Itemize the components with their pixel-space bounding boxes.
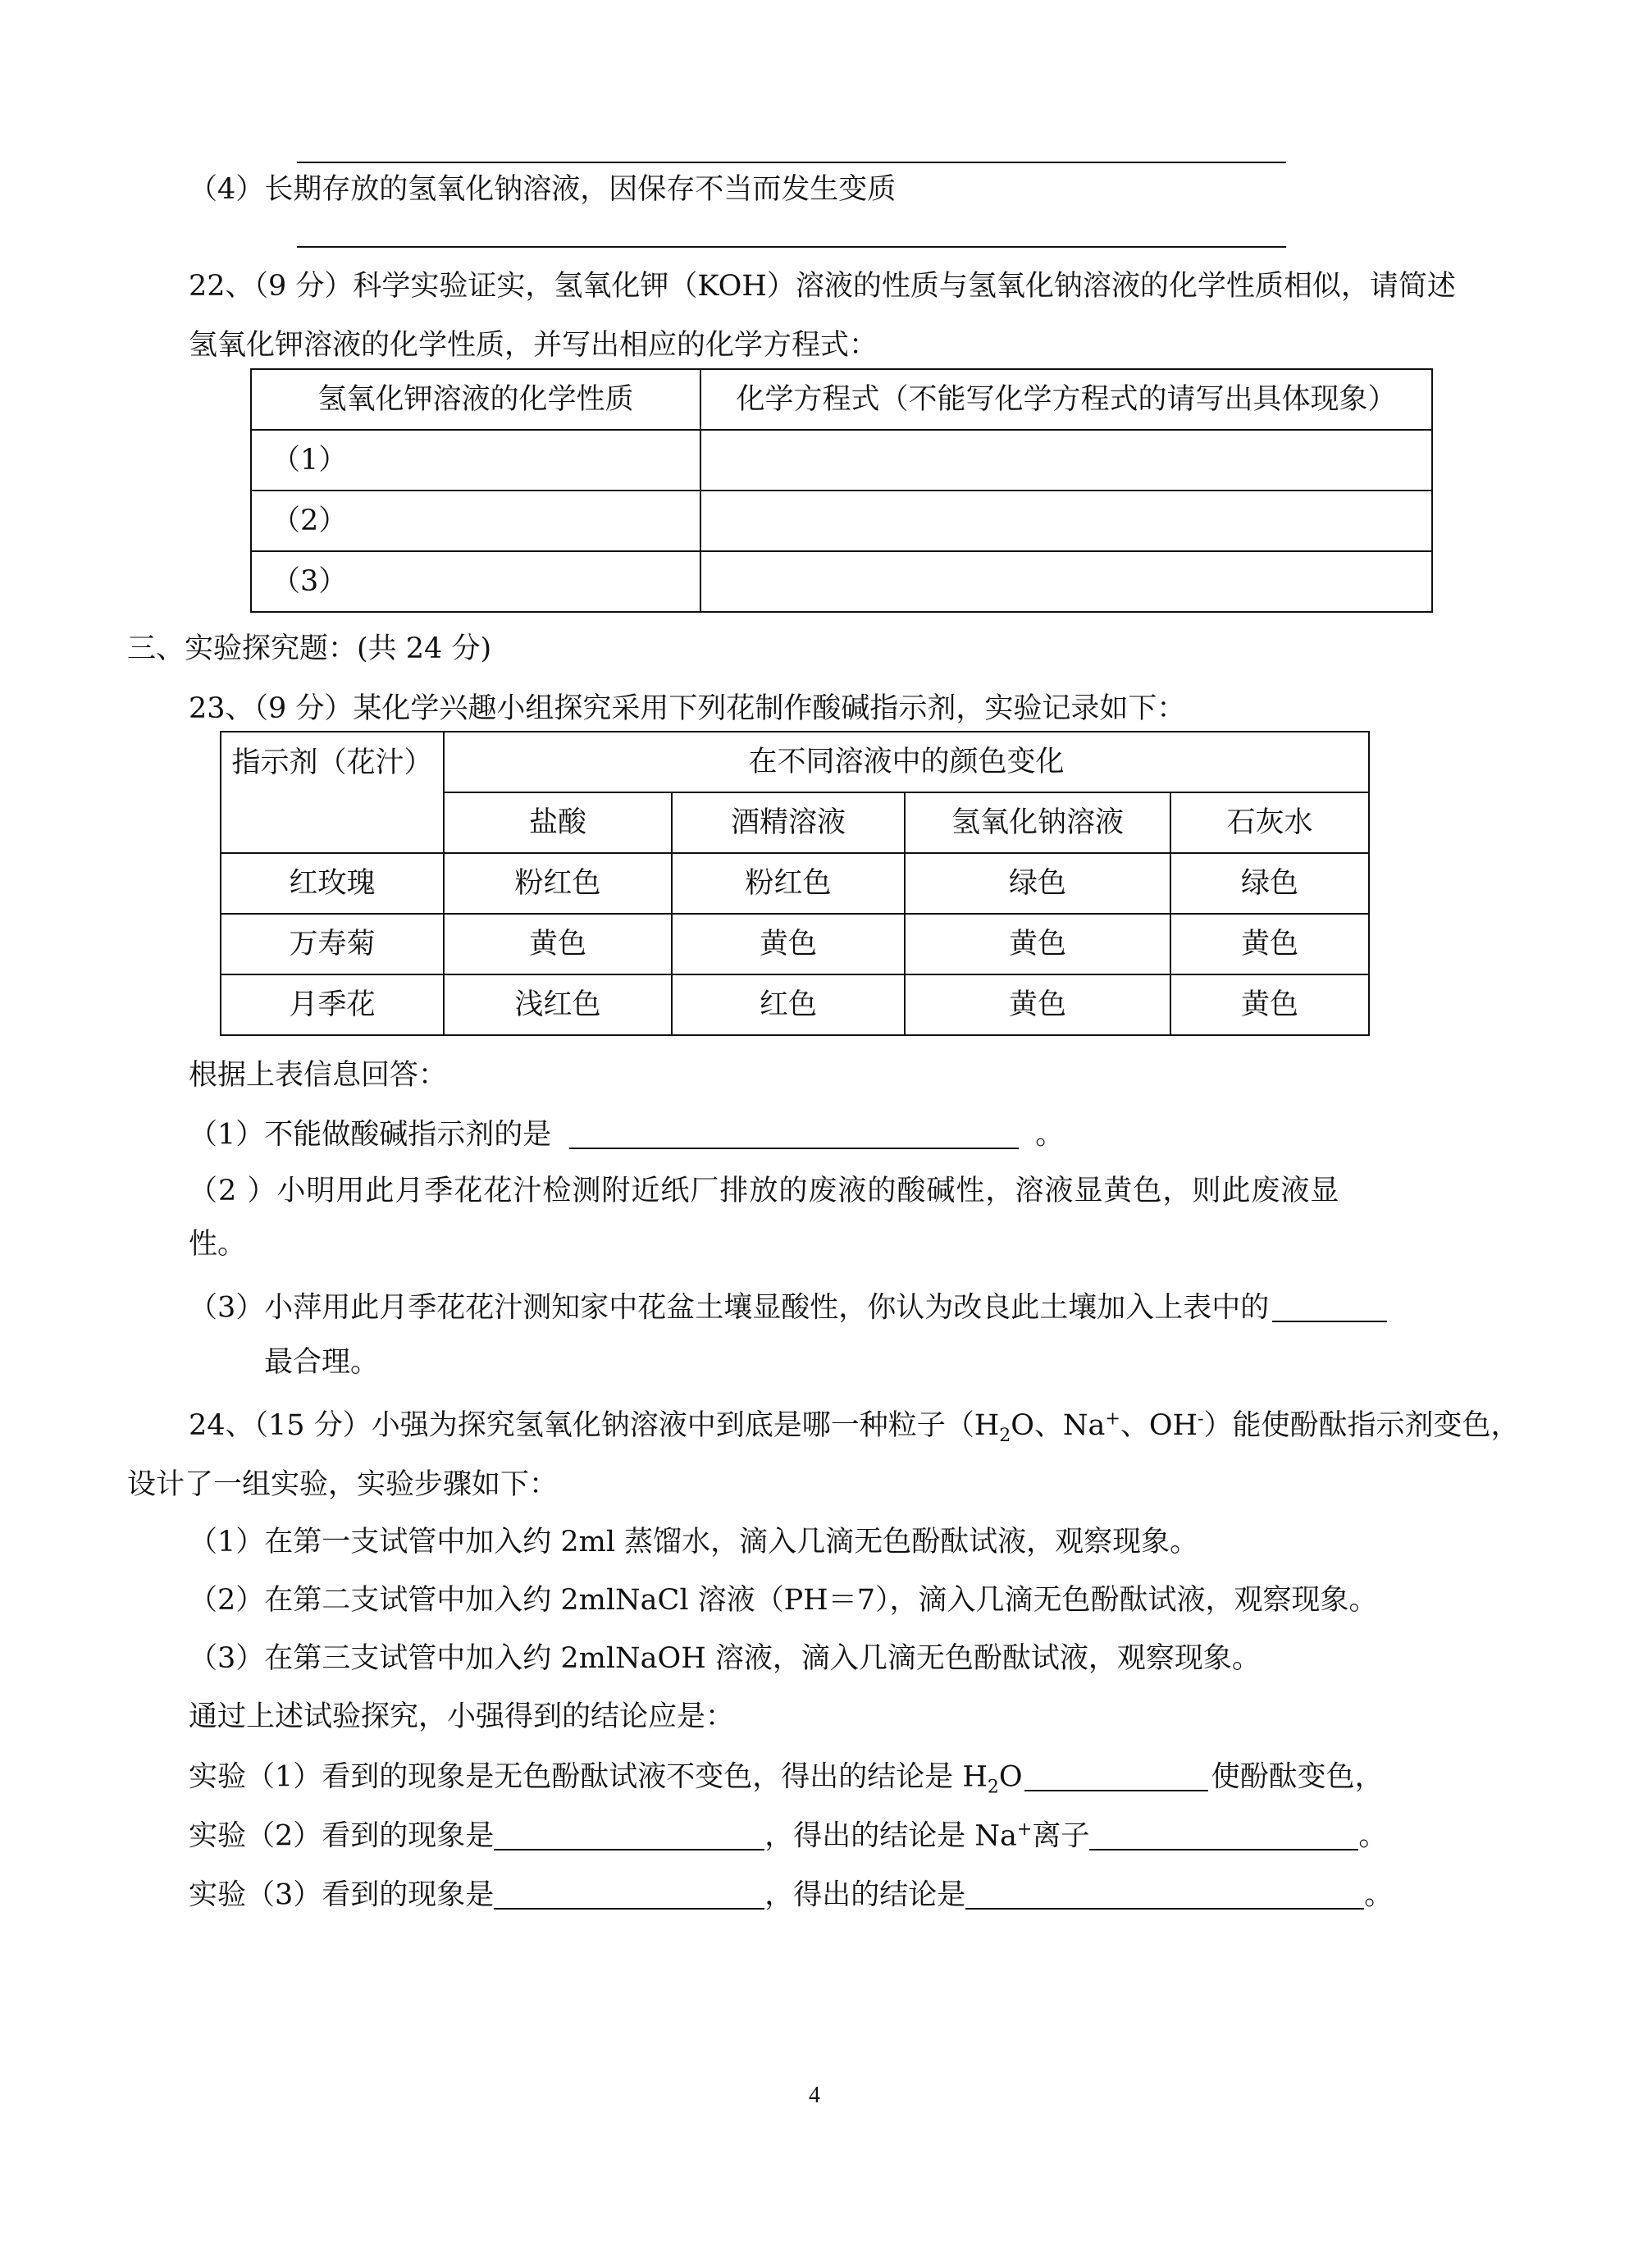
indicator-table	[220, 731, 1370, 1036]
answer-blank[interactable]	[965, 1879, 1364, 1910]
q24-step3: （3）在第三支试管中加入约 2mlNaOH 溶液，滴入几滴无色酚酞试液，观察现象。	[189, 1642, 1261, 1675]
answer-line	[297, 162, 1286, 163]
color-cell: 浅红色	[444, 974, 672, 1035]
q22-line1: 22、（9 分）科学实验证实，氢氧化钾（KOH）溶液的性质与氢氧化钠溶液的化学性质相似，请简述	[189, 270, 1456, 303]
color-cell: 黄色	[905, 974, 1170, 1035]
answer-cell	[700, 551, 1432, 612]
q23-part3-line2: 最合理。	[264, 1346, 380, 1379]
table-header: 氢氧化钾溶液的化学性质	[251, 369, 700, 430]
table-row-label: （3）	[251, 551, 700, 612]
answer-blank[interactable]	[1272, 1292, 1387, 1322]
q23-intro: 23、（9 分）某化学兴趣小组探究采用下列花制作酸碱指示剂，实验记录如下：	[189, 692, 1186, 725]
answer-cell	[700, 430, 1432, 491]
table-header: 化学方程式（不能写化学方程式的请写出具体现象）	[700, 369, 1432, 430]
color-cell: 绿色	[905, 853, 1170, 914]
solution-header: 氢氧化钠溶液	[905, 792, 1170, 853]
q24-conclusion-intro: 通过上述试验探究，小强得到的结论应是：	[189, 1700, 735, 1733]
table-row	[221, 974, 1369, 1035]
q24-experiment1: 实验（1）看到的现象是无色酚酞试液不变色，得出的结论是 $H_2O$ 使酚酞变色，	[189, 1760, 1384, 1798]
solution-header: 盐酸	[444, 792, 672, 853]
color-cell: 黄色	[444, 914, 672, 974]
flower-name: 万寿菊	[221, 914, 444, 974]
color-cell: 绿色	[1170, 853, 1369, 914]
table-row	[221, 914, 1369, 974]
answer-blank[interactable]	[569, 1119, 1019, 1149]
q24-step1: （1）在第一支试管中加入约 2ml 蒸馏水，滴入几滴无色酚酞试液，观察现象。	[189, 1526, 1199, 1558]
answer-intro: 根据上表信息回答：	[189, 1059, 448, 1092]
q23-part1: （1）不能做酸碱指示剂的是 。	[189, 1118, 1065, 1152]
table-row-label: （2）	[251, 491, 700, 551]
q24-line2: 设计了一组实验，实验步骤如下：	[127, 1468, 559, 1501]
answer-blank[interactable]	[494, 1879, 764, 1910]
q23-part2-line2: 性。	[189, 1228, 247, 1261]
q24-step2: （2）在第二支试管中加入约 2mlNaCl 溶液（PH＝7），滴入几滴无色酚酞试液，观察现象。	[189, 1584, 1378, 1617]
color-cell: 黄色	[1170, 914, 1369, 974]
q24-experiment3: 实验（3）看到的现象是 ，得出的结论是 。	[189, 1878, 1394, 1912]
section-title: 三、实验探究题：(共 24 分)	[127, 632, 492, 665]
table-row	[221, 853, 1369, 914]
answer-blank[interactable]	[1024, 1761, 1208, 1791]
color-cell: 黄色	[672, 914, 905, 974]
color-cell: 粉红色	[444, 853, 672, 914]
page-number: 4	[809, 2083, 820, 2108]
solution-header: 酒精溶液	[672, 792, 905, 853]
koh-properties-table	[250, 368, 1433, 613]
table-row-label: （1）	[251, 430, 700, 491]
q23-part3-line1: （3）小萍用此月季花花汁测知家中花盆土壤显酸性，你认为改良此土壤加入上表中的	[189, 1292, 1387, 1323]
answer-line	[297, 246, 1286, 248]
answer-blank[interactable]	[494, 1820, 764, 1850]
color-cell: 黄色	[1170, 974, 1369, 1035]
q23-part2-line1: （2 ）小明用此月季花花汁检测附近纸厂排放的废液的酸碱性，溶液显黄色，则此废液显	[189, 1175, 1340, 1207]
answer-blank[interactable]	[1089, 1820, 1358, 1850]
q21-item4: （4）长期存放的氢氧化钠溶液，因保存不当而发生变质	[189, 173, 897, 206]
answer-cell	[700, 491, 1432, 551]
color-cell: 红色	[672, 974, 905, 1035]
group-header: 在不同溶液中的颜色变化	[444, 732, 1369, 792]
flower-name: 月季花	[221, 974, 444, 1035]
q24-intro: 24、（15 分）小强为探究氢氧化钠溶液中到底是哪一种粒子（$H_2O$、Na+、OH-）能使酚酞指示剂变色，	[189, 1408, 1520, 1446]
indicator-header: 指示剂（花汁）	[221, 732, 444, 853]
color-cell: 黄色	[905, 914, 1170, 974]
q22-line2: 氢氧化钾溶液的化学性质，并写出相应的化学方程式：	[189, 329, 878, 362]
q24-experiment2: 实验（2）看到的现象是 ，得出的结论是 Na+离子 。	[189, 1819, 1388, 1853]
flower-name: 红玫瑰	[221, 853, 444, 914]
color-cell: 粉红色	[672, 853, 905, 914]
solution-header: 石灰水	[1170, 792, 1369, 853]
